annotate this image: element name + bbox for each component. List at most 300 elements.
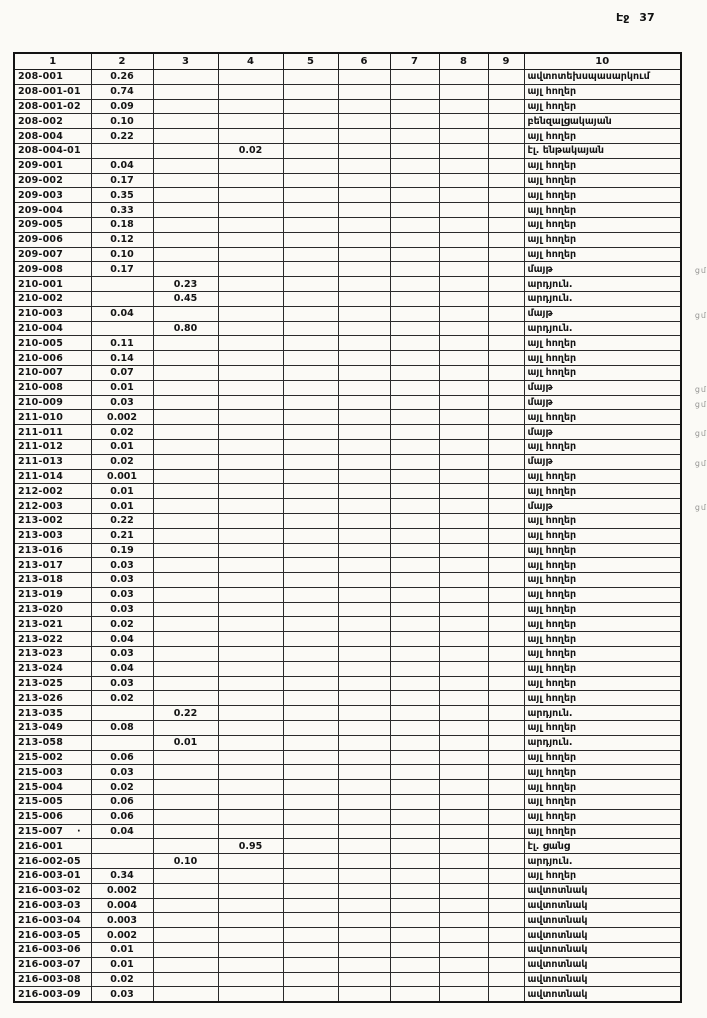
table-row (14, 484, 681, 499)
area-value-cell (218, 987, 283, 1002)
area-value-cell (218, 291, 283, 306)
empty-cell (390, 795, 439, 810)
land-use-label: ավտոտնակ (527, 914, 588, 926)
parcel-id: 208-002 (18, 115, 64, 127)
parcel-id: 216-003-09 (18, 988, 81, 1000)
empty-cell (283, 632, 338, 647)
parcel-id-cell (14, 321, 91, 336)
empty-cell (439, 484, 488, 499)
area-value-cell (91, 706, 153, 721)
area-value-cell (218, 513, 283, 528)
empty-cell (390, 809, 439, 824)
empty-cell (439, 365, 488, 380)
table-row (14, 513, 681, 528)
parcel-id-cell (14, 114, 91, 129)
land-use-label: մայթ (527, 382, 553, 394)
empty-cell (439, 321, 488, 336)
area-value-cell (218, 99, 283, 114)
land-use-cell (524, 277, 681, 292)
land-use-cell (524, 691, 681, 706)
parcel-id: 216-003-02 (18, 885, 81, 897)
parcel-id-cell (14, 380, 91, 395)
area-value-cell (218, 247, 283, 262)
parcel-id-cell (14, 158, 91, 173)
land-use-label: այլ հողեր (527, 470, 577, 482)
area-value-cell (153, 809, 218, 824)
table-row (14, 217, 681, 232)
empty-cell (338, 632, 390, 647)
area-value-cell (218, 321, 283, 336)
area-value-cell (218, 721, 283, 736)
land-use-cell (524, 321, 681, 336)
empty-cell (283, 617, 338, 632)
empty-cell (283, 735, 338, 750)
column-header: 5 (283, 53, 338, 70)
land-use-label: արդյուն. (527, 322, 573, 334)
land-use-label: այլ հողեր (527, 811, 577, 823)
empty-cell (488, 602, 524, 617)
land-use-label: այլ հողեր (527, 337, 577, 349)
empty-cell (338, 262, 390, 277)
area-value-cell (153, 632, 218, 647)
area-value-cell (153, 676, 218, 691)
parcel-id: 210-002 (18, 293, 64, 305)
margin-note: ցմ (694, 399, 707, 409)
empty-cell (283, 883, 338, 898)
empty-cell (338, 425, 390, 440)
area-value-cell (153, 750, 218, 765)
empty-cell (390, 765, 439, 780)
empty-cell (283, 795, 338, 810)
empty-cell (439, 262, 488, 277)
parcel-id: 211-010 (18, 411, 64, 423)
empty-cell (283, 469, 338, 484)
land-use-cell (524, 957, 681, 972)
empty-cell (488, 543, 524, 558)
area-value-cell: 0.07 (91, 365, 153, 380)
land-use-cell (524, 839, 681, 854)
land-use-label: այլ հողեր (527, 752, 577, 764)
parcel-id-cell (14, 928, 91, 943)
empty-cell (283, 957, 338, 972)
empty-cell (488, 291, 524, 306)
parcel-id: 213-003 (18, 530, 64, 542)
empty-cell (390, 573, 439, 588)
empty-cell (283, 291, 338, 306)
parcel-id-cell (14, 84, 91, 99)
land-use-label: այլ հողեր (527, 367, 577, 379)
empty-cell (338, 395, 390, 410)
parcel-id-cell (14, 499, 91, 514)
empty-cell (488, 513, 524, 528)
land-use-cell (524, 883, 681, 898)
land-use-label: այլ հողեր (527, 411, 577, 423)
empty-cell (338, 365, 390, 380)
empty-cell (488, 321, 524, 336)
parcel-id: 210-009 (18, 396, 64, 408)
area-value-cell (153, 365, 218, 380)
empty-cell (488, 277, 524, 292)
area-value-cell (218, 528, 283, 543)
empty-cell (390, 943, 439, 958)
area-value-cell: 0.04 (91, 661, 153, 676)
area-value-cell (218, 780, 283, 795)
area-value-cell: 0.002 (91, 410, 153, 425)
empty-cell (338, 824, 390, 839)
column-header: 8 (439, 53, 488, 70)
land-use-cell (524, 528, 681, 543)
table-row (14, 247, 681, 262)
area-value-cell (153, 943, 218, 958)
land-use-label: այլ հողեր (527, 559, 577, 571)
land-use-label: այլ հողեր (527, 766, 577, 778)
area-value-cell (153, 617, 218, 632)
empty-cell (390, 913, 439, 928)
table-row (14, 602, 681, 617)
parcel-id-cell (14, 336, 91, 351)
empty-cell (488, 499, 524, 514)
area-value-cell: 0.10 (153, 854, 218, 869)
parcel-id-cell (14, 306, 91, 321)
area-value-cell (218, 336, 283, 351)
empty-cell (488, 336, 524, 351)
empty-cell (390, 587, 439, 602)
empty-cell (338, 217, 390, 232)
area-value-cell: 0.01 (91, 484, 153, 499)
empty-cell (390, 543, 439, 558)
empty-cell (488, 972, 524, 987)
parcel-id-cell (14, 869, 91, 884)
empty-cell (338, 380, 390, 395)
table-row (14, 587, 681, 602)
land-use-cell (524, 114, 681, 129)
parcel-id-cell (14, 957, 91, 972)
land-use-label: այլ հողեր (527, 604, 577, 616)
land-use-cell (524, 188, 681, 203)
empty-cell (488, 70, 524, 85)
empty-cell (439, 824, 488, 839)
table-body (14, 70, 707, 1003)
empty-cell (439, 217, 488, 232)
area-value-cell (218, 203, 283, 218)
land-use-cell (524, 750, 681, 765)
table-row (14, 839, 681, 854)
land-use-label: էլ. ենթակայան (527, 145, 604, 157)
table-row (14, 647, 681, 662)
parcel-id: 216-001 (18, 840, 64, 852)
table-row (14, 365, 681, 380)
parcel-id-cell (14, 987, 91, 1002)
area-value-cell (153, 587, 218, 602)
empty-cell (390, 217, 439, 232)
table-row (14, 721, 681, 736)
parcel-id: 216-003-06 (18, 944, 81, 956)
parcel-id: 216-003-05 (18, 929, 81, 941)
area-value-cell (218, 647, 283, 662)
empty-cell (390, 439, 439, 454)
land-use-label: մայթ (527, 426, 553, 438)
empty-cell (488, 750, 524, 765)
area-value-cell (218, 217, 283, 232)
land-use-label: այլ հողեր (527, 204, 577, 216)
table-row (14, 439, 681, 454)
empty-cell (283, 321, 338, 336)
empty-cell (283, 765, 338, 780)
area-value-cell: 0.33 (91, 203, 153, 218)
area-value-cell (218, 410, 283, 425)
area-value-cell (91, 143, 153, 158)
empty-cell (283, 869, 338, 884)
column-header: 10 (524, 53, 681, 70)
empty-cell (283, 203, 338, 218)
land-use-label: մայթ (527, 456, 553, 468)
area-value-cell: 0.18 (91, 217, 153, 232)
land-use-cell (524, 780, 681, 795)
empty-cell (390, 262, 439, 277)
parcel-id: 209-005 (18, 219, 64, 231)
empty-cell (283, 661, 338, 676)
parcel-id-cell (14, 247, 91, 262)
empty-cell (488, 661, 524, 676)
land-use-label: ավտոտնակ (527, 988, 588, 1000)
empty-cell (390, 425, 439, 440)
area-value-cell (218, 706, 283, 721)
empty-cell (283, 99, 338, 114)
parcel-id: 212-003 (18, 500, 64, 512)
empty-cell (338, 203, 390, 218)
area-value-cell: 0.004 (91, 898, 153, 913)
empty-cell (488, 928, 524, 943)
parcel-id-cell (14, 883, 91, 898)
empty-cell (439, 247, 488, 262)
parcel-id-cell (14, 484, 91, 499)
area-value-cell (218, 573, 283, 588)
area-value-cell: 0.04 (91, 158, 153, 173)
parcel-id-cell (14, 188, 91, 203)
area-value-cell: 0.03 (91, 587, 153, 602)
empty-cell (390, 365, 439, 380)
empty-cell (283, 158, 338, 173)
area-value-cell (218, 351, 283, 366)
land-use-label: այլ հողեր (527, 248, 577, 260)
area-value-cell (218, 750, 283, 765)
empty-cell (283, 780, 338, 795)
parcel-id-cell (14, 721, 91, 736)
empty-cell (283, 425, 338, 440)
empty-cell (338, 188, 390, 203)
land-use-cell (524, 647, 681, 662)
parcel-id-cell (14, 439, 91, 454)
empty-cell (488, 913, 524, 928)
empty-cell (390, 883, 439, 898)
land-use-label: ավտոտնակ (527, 885, 588, 897)
column-header: 3 (153, 53, 218, 70)
empty-cell (439, 691, 488, 706)
parcel-id-cell (14, 617, 91, 632)
table-row (14, 632, 681, 647)
empty-cell (390, 839, 439, 854)
area-value-cell (153, 469, 218, 484)
parcel-id: 213-024 (18, 663, 64, 675)
table-row (14, 143, 681, 158)
area-value-cell (218, 869, 283, 884)
empty-cell (283, 454, 338, 469)
area-value-cell (218, 558, 283, 573)
land-use-cell (524, 247, 681, 262)
empty-cell (488, 617, 524, 632)
empty-cell (439, 439, 488, 454)
land-use-cell (524, 735, 681, 750)
empty-cell (488, 351, 524, 366)
table-row (14, 70, 681, 85)
empty-cell (338, 898, 390, 913)
empty-cell (283, 543, 338, 558)
area-value-cell (218, 824, 283, 839)
area-value-cell (153, 795, 218, 810)
empty-cell (338, 543, 390, 558)
empty-cell (338, 70, 390, 85)
empty-cell (338, 351, 390, 366)
parcel-id-cell (14, 469, 91, 484)
empty-cell (390, 321, 439, 336)
parcel-id: 213-021 (18, 618, 64, 630)
area-value-cell: 0.26 (91, 70, 153, 85)
land-use-cell (524, 306, 707, 321)
empty-cell (390, 499, 439, 514)
empty-cell (439, 854, 488, 869)
parcel-id-cell (14, 972, 91, 987)
empty-cell (488, 454, 524, 469)
parcel-id: 210-003 (18, 308, 64, 320)
area-value-cell (218, 795, 283, 810)
table-row (14, 706, 681, 721)
parcel-id: 212-002 (18, 485, 64, 497)
table-row (14, 972, 681, 987)
empty-cell (439, 158, 488, 173)
empty-cell (488, 780, 524, 795)
area-value-cell: 0.01 (153, 735, 218, 750)
area-value-cell (218, 928, 283, 943)
parcel-id-cell (14, 99, 91, 114)
table-row (14, 321, 681, 336)
empty-cell (390, 247, 439, 262)
area-value-cell: 0.04 (91, 824, 153, 839)
area-value-cell (153, 913, 218, 928)
area-value-cell (153, 839, 218, 854)
empty-cell (488, 883, 524, 898)
land-use-label: այլ հողեր (527, 633, 577, 645)
empty-cell (338, 706, 390, 721)
empty-cell (283, 380, 338, 395)
empty-cell (338, 987, 390, 1002)
empty-cell (488, 573, 524, 588)
empty-cell (283, 824, 338, 839)
empty-cell (439, 99, 488, 114)
empty-cell (283, 528, 338, 543)
area-value-cell (91, 735, 153, 750)
table-row (14, 277, 681, 292)
empty-cell (439, 380, 488, 395)
empty-cell (390, 721, 439, 736)
empty-cell (488, 691, 524, 706)
empty-cell (390, 188, 439, 203)
empty-cell (390, 750, 439, 765)
empty-cell (390, 351, 439, 366)
parcel-id: 211-012 (18, 441, 64, 453)
area-value-cell (153, 395, 218, 410)
land-use-cell (524, 217, 681, 232)
empty-cell (338, 114, 390, 129)
land-use-label: այլ հողեր (527, 618, 577, 630)
empty-cell (390, 410, 439, 425)
area-value-cell: 0.01 (91, 943, 153, 958)
area-value-cell (218, 262, 283, 277)
parcel-id-cell (14, 454, 91, 469)
table-row (14, 306, 681, 321)
area-value-cell: 0.74 (91, 84, 153, 99)
empty-cell (439, 410, 488, 425)
empty-cell (338, 247, 390, 262)
parcel-id: 209-003 (18, 189, 64, 201)
area-value-cell: 0.02 (91, 617, 153, 632)
area-value-cell (153, 70, 218, 85)
area-value-cell: 0.01 (91, 380, 153, 395)
table-row (14, 617, 681, 632)
empty-cell (439, 306, 488, 321)
land-use-cell (524, 972, 681, 987)
empty-cell (338, 676, 390, 691)
area-value-cell: 0.03 (91, 987, 153, 1002)
area-value-cell (153, 380, 218, 395)
land-use-cell (524, 809, 681, 824)
empty-cell (439, 129, 488, 144)
parcel-id-cell (14, 410, 91, 425)
empty-cell (488, 558, 524, 573)
parcel-id: 213-002 (18, 515, 64, 527)
empty-cell (338, 780, 390, 795)
empty-cell (439, 587, 488, 602)
parcel-id-cell (14, 129, 91, 144)
empty-cell (390, 676, 439, 691)
area-value-cell: 0.02 (91, 780, 153, 795)
parcel-id-cell (14, 291, 91, 306)
empty-cell (338, 839, 390, 854)
empty-cell (283, 395, 338, 410)
empty-cell (338, 943, 390, 958)
empty-cell (439, 661, 488, 676)
empty-cell (439, 336, 488, 351)
parcel-id: 215-002 (18, 752, 64, 764)
empty-cell (338, 691, 390, 706)
land-use-label: այլ հողեր (527, 722, 577, 734)
table-row (14, 795, 681, 810)
land-use-cell (524, 469, 681, 484)
area-value-cell: 0.003 (91, 913, 153, 928)
empty-cell (488, 721, 524, 736)
area-value-cell: 0.12 (91, 232, 153, 247)
empty-cell (390, 987, 439, 1002)
empty-cell (390, 661, 439, 676)
empty-cell (338, 809, 390, 824)
empty-cell (488, 587, 524, 602)
area-value-cell (218, 454, 283, 469)
empty-cell (488, 217, 524, 232)
parcel-id-cell (14, 676, 91, 691)
page-number-label: Էջ 37 (616, 11, 655, 24)
land-use-label: այլ հողեր (527, 544, 577, 556)
area-value-cell (153, 499, 218, 514)
parcel-id: 211-011 (18, 426, 64, 438)
